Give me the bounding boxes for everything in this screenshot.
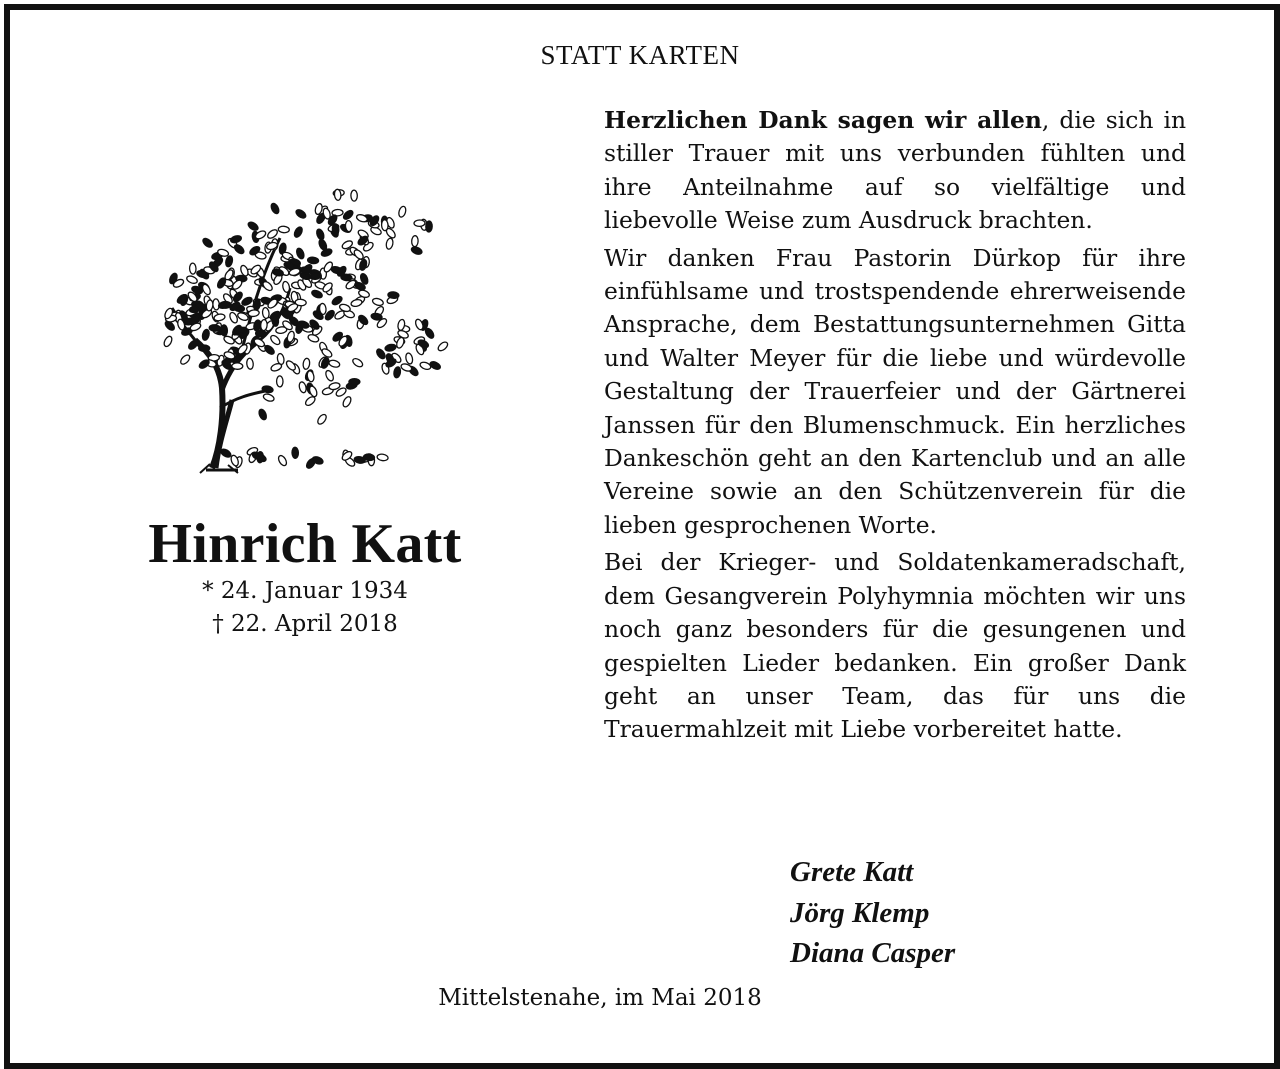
leaf-shape [233, 243, 246, 255]
leaf-shape [324, 369, 335, 382]
leaf-shape [351, 357, 364, 368]
leaf-shape [198, 358, 211, 370]
leaf-shape [247, 220, 260, 231]
header-statt-karten: STATT KARTEN [540, 40, 740, 70]
leaf-shape [398, 206, 407, 218]
leaf-shape [241, 296, 254, 307]
windblown-tree-icon [150, 168, 470, 488]
message-paragraph-2: Wir danken Frau Pastorin Dürkop für ihre einfühlsame und trostspendende ehrerweisende Ansprache, dem Bestattungsunternehmen Gitta und Walter Meyer für die liebe und würdevolle Gestaltung der Trauerfeier und der Gärtnerei Janssen für den Blumenschmuck. Ein herzliches Dankeschön geht an den Kartenclub und an alle Vereine sowie an den Schützenverein für die lieben gesprochenen Worte. [604, 243, 1186, 539]
leaf-shape [219, 448, 232, 459]
leaf-shape [270, 362, 283, 372]
leaf-shape [381, 220, 388, 231]
leaf-shape [235, 327, 246, 334]
leaf-shape [345, 220, 352, 231]
leaf-shape [187, 339, 199, 351]
leaf-shape [424, 327, 436, 340]
leaf-shape [261, 280, 273, 292]
leaf-shape [384, 343, 396, 352]
leaf-shape [292, 447, 299, 458]
leaf-shape [372, 297, 384, 306]
message-lead: Herzlichen Dank sagen wir allen [604, 106, 1042, 134]
leaf-shape [315, 228, 325, 241]
leaf-shape [318, 238, 328, 251]
leaf-shape [342, 395, 353, 408]
leaf-shape [328, 359, 340, 368]
place-and-date: Mittelstenahe, im Mai 2018 [438, 985, 762, 1011]
leaf-shape [437, 340, 450, 352]
leaf-shape [293, 226, 304, 239]
leaf-shape [393, 366, 401, 378]
leaf-shape [232, 363, 243, 370]
leaf-shape [414, 318, 424, 331]
leaf-shape [199, 345, 210, 352]
leaf-shape [209, 324, 221, 331]
leaf-shape [350, 299, 362, 308]
leaf-shape [351, 190, 358, 201]
leaf-shape [186, 275, 199, 285]
leaf-shape [225, 255, 234, 267]
leaf-shape [216, 277, 227, 290]
leaf-shape [388, 291, 400, 299]
signer: Jörg Klemp [790, 896, 930, 929]
leaf-shape [319, 303, 327, 315]
leaf-shape [258, 408, 268, 421]
leaf-shape [295, 299, 306, 306]
leaf-shape [419, 361, 432, 371]
leaf-shape [385, 238, 394, 250]
leaf-shape [270, 202, 281, 215]
leaf-shape [285, 359, 297, 371]
leaf-shape [246, 358, 254, 370]
leaf-shape [332, 223, 340, 235]
leaf-shape [298, 381, 307, 393]
leaf-shape [307, 257, 319, 265]
leaf-shape [341, 274, 353, 281]
leaf-shape [349, 379, 360, 385]
leaf-shape [342, 209, 355, 221]
deceased-name: Hinrich Katt [148, 513, 462, 575]
birth-date: * 24. Januar 1934 [202, 578, 408, 604]
leaf-shape [269, 334, 281, 346]
leaf-shape [201, 283, 212, 296]
leaf-shape [230, 454, 240, 467]
thank-you-message [604, 104, 1186, 751]
leaf-shape [263, 344, 276, 356]
leaf-shape [277, 454, 288, 467]
leaf-shape [282, 281, 291, 293]
leaf-shape [260, 319, 267, 330]
leaf-shape [201, 237, 214, 249]
signers-list [790, 852, 955, 974]
leaf-shape [321, 347, 334, 359]
leaf-shape [189, 263, 196, 274]
leaf-shape [163, 335, 174, 348]
leaf-shape [316, 413, 328, 426]
leaf-shape [410, 246, 423, 256]
signer: Diana Casper [790, 937, 956, 969]
leaf-shape [295, 247, 305, 260]
death-date: † 22. April 2018 [212, 611, 398, 637]
leaf-shape [334, 189, 341, 201]
message-lead-rest: , die sich in stiller Trauer mit uns verbunden fühlten und ihre Anteilnahme auf so vielfältige und liebevolle Weise zum Ausdruck brachten. [604, 106, 1187, 235]
leaf-shape [278, 226, 290, 233]
leaf-shape [277, 376, 284, 387]
leaf-shape [426, 221, 433, 232]
leaf-shape [308, 385, 318, 398]
leaf-shape [311, 289, 324, 299]
leaf-shape [411, 236, 418, 247]
leaf-shape [377, 453, 389, 461]
leaf-shape [302, 358, 310, 370]
signer: Grete Katt [790, 856, 914, 888]
leaf-shape [179, 353, 191, 365]
leaf-shape [266, 228, 279, 240]
leaf-shape [405, 352, 414, 364]
leaf-shape [295, 208, 308, 220]
message-paragraph-1 [604, 104, 1186, 238]
leaf-shape [230, 235, 242, 244]
leaf-shape [228, 311, 238, 324]
leaf-shape [272, 315, 280, 327]
leaf-shape [221, 325, 228, 336]
leaf-shape [201, 329, 210, 341]
leaf-shape [262, 393, 275, 403]
leaf-shape [414, 220, 425, 227]
message-paragraph-3: Bei der Krieger- und Soldatenkameradschaft, dem Gesangverein Polyhymnia möchten wir uns noch ganz besonders für die gesungenen und gespielten Lieder bedanken. Ein großer Dank geht an unser Team, das für uns die Trauermahlzeit mit Liebe vorbereitet hatte. [604, 548, 1186, 744]
